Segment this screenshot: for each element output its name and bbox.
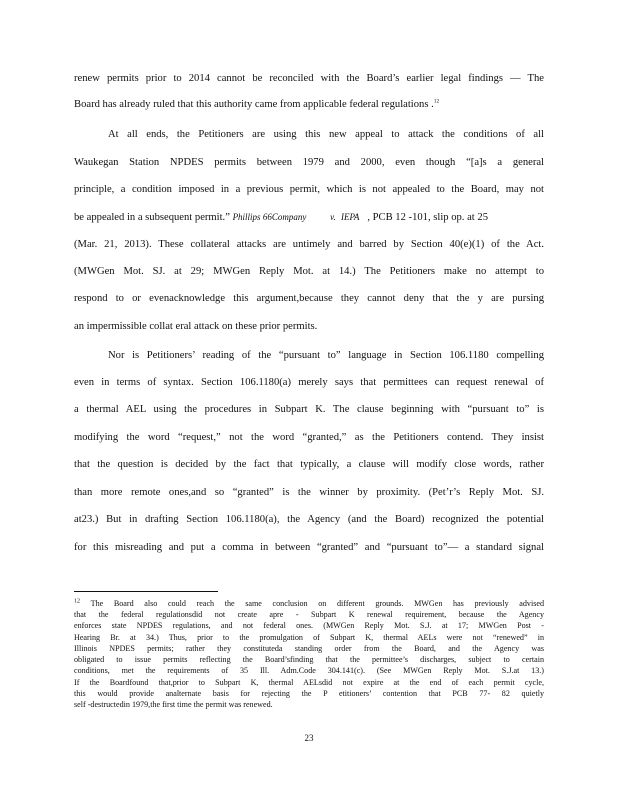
footnote-line-3: enforces state NPDES regulations, and not federal ones. (MWGen Reply Mot. S.J. at 17; MWGen Post - bbox=[74, 621, 544, 630]
body-line-2-text: Board has already ruled that this authority came from applicable federal regulations . bbox=[74, 99, 434, 110]
footnote-line-6: obligated to issue permits reflecting the Board’sfinding that the permittee’s discharges, subject to certain bbox=[74, 655, 544, 664]
body-line-6 bbox=[74, 210, 544, 225]
body-line-1: renew permits prior to 2014 cannot be reconciled with the Board’s earlier legal findings — The bbox=[74, 73, 544, 84]
footnote-number: 12 bbox=[74, 598, 80, 605]
footnote-line-5: Illinois NPDES permits; rather they constituteda standing order from the Board, and the Agency was bbox=[74, 644, 544, 653]
quote-text: be appealed in a subsequent permit.” bbox=[74, 212, 230, 223]
footnote-line-2: that the federal regulationsdid not create apre - Subpart K renewal requirement, because the Agency bbox=[74, 610, 544, 619]
body-line-11: Nor is Petitioners’ reading of the “pursuant to” language in Section 106.1180 compelling bbox=[108, 350, 544, 361]
footnote-line-7: conditions, met the requirements of 35 Ill. Adm.Code 304.141(c). (See MWGen Reply Mot. S.J.at 13.) bbox=[74, 666, 544, 675]
case-cite-rest: , PCB 12 -101, slip op. at 25 bbox=[367, 212, 488, 223]
case-name-b: IEPA bbox=[341, 212, 360, 222]
body-line-10: an impermissible collat eral attack on these prior permits. bbox=[74, 321, 318, 332]
body-line-2 bbox=[74, 98, 544, 112]
body-line-9: respond to or evenacknowledge this argument,because they cannot deny that the y are pursing bbox=[74, 293, 544, 304]
case-versus: v. bbox=[330, 212, 336, 222]
footnote-line-10: self -destructedin 1979,the first time the permit was renewed. bbox=[74, 700, 273, 709]
body-line-14: modifying the word “request,” not the word “granted,” as the Petitioners contend. They insist bbox=[74, 432, 544, 443]
footnote-line-9: this would provide analternate basis for rejecting the P etitioners’ contention that PCB 77- 82 quietly bbox=[74, 689, 544, 698]
page-number: 23 bbox=[304, 733, 314, 743]
body-line-7: (Mar. 21, 2013). These collateral attacks are untimely and barred by Section 40(e)(1) of the Act. bbox=[74, 239, 544, 250]
footnote-line-1-text: The Board also could reach the same conclusion on different grounds. MWGen has previously advised bbox=[90, 599, 544, 608]
footnote-reference: 12 bbox=[433, 98, 440, 105]
body-line-5: principle, a condition imposed in a previous permit, which is not appealed to the Board, may not bbox=[74, 184, 544, 195]
case-name-a: Phillips 66Company bbox=[232, 212, 307, 222]
footnote-separator bbox=[74, 591, 218, 592]
footnote-line-1 bbox=[74, 599, 544, 609]
body-line-3: At all ends, the Petitioners are using this new appeal to attack the conditions of all bbox=[108, 129, 544, 140]
body-line-17: at23.) But in drafting Section 106.1180(a), the Agency (and the Board) recognized the potential bbox=[74, 514, 544, 525]
footnote-line-8: If the Boardfound that,prior to Subpart K, thermal AELsdid not expire at the end of each permit cycle, bbox=[74, 678, 544, 687]
body-line-15: that the question is decided by the fact that typically, a clause will modify close words, rather bbox=[74, 459, 544, 470]
body-line-16: than more remote ones,and so “granted” is the winner by proximity. (Pet’r’s Reply Mot. SJ. bbox=[74, 487, 544, 498]
body-line-8: (MWGen Mot. SJ. at 29; MWGen Reply Mot. at 14.) The Petitioners make no attempt to bbox=[74, 266, 544, 277]
footnote-line-4: Hearing Br. at 34.) Thus, prior to the promulgation of Subpart K, thermal AELs were not “renewed” in bbox=[74, 633, 544, 642]
body-line-4: Waukegan Station NPDES permits between 1979 and 2000, even though “[a]s a general bbox=[74, 157, 544, 168]
body-line-18: for this misreading and put a comma in between “granted” and “pursuant to”— a standard signal bbox=[74, 542, 544, 553]
body-line-12: even in terms of syntax. Section 106.1180(a) merely says that permittees can request renewal of bbox=[74, 377, 544, 388]
body-line-13: a thermal AEL using the procedures in Subpart K. The clause beginning with “pursuant to” is bbox=[74, 404, 544, 415]
